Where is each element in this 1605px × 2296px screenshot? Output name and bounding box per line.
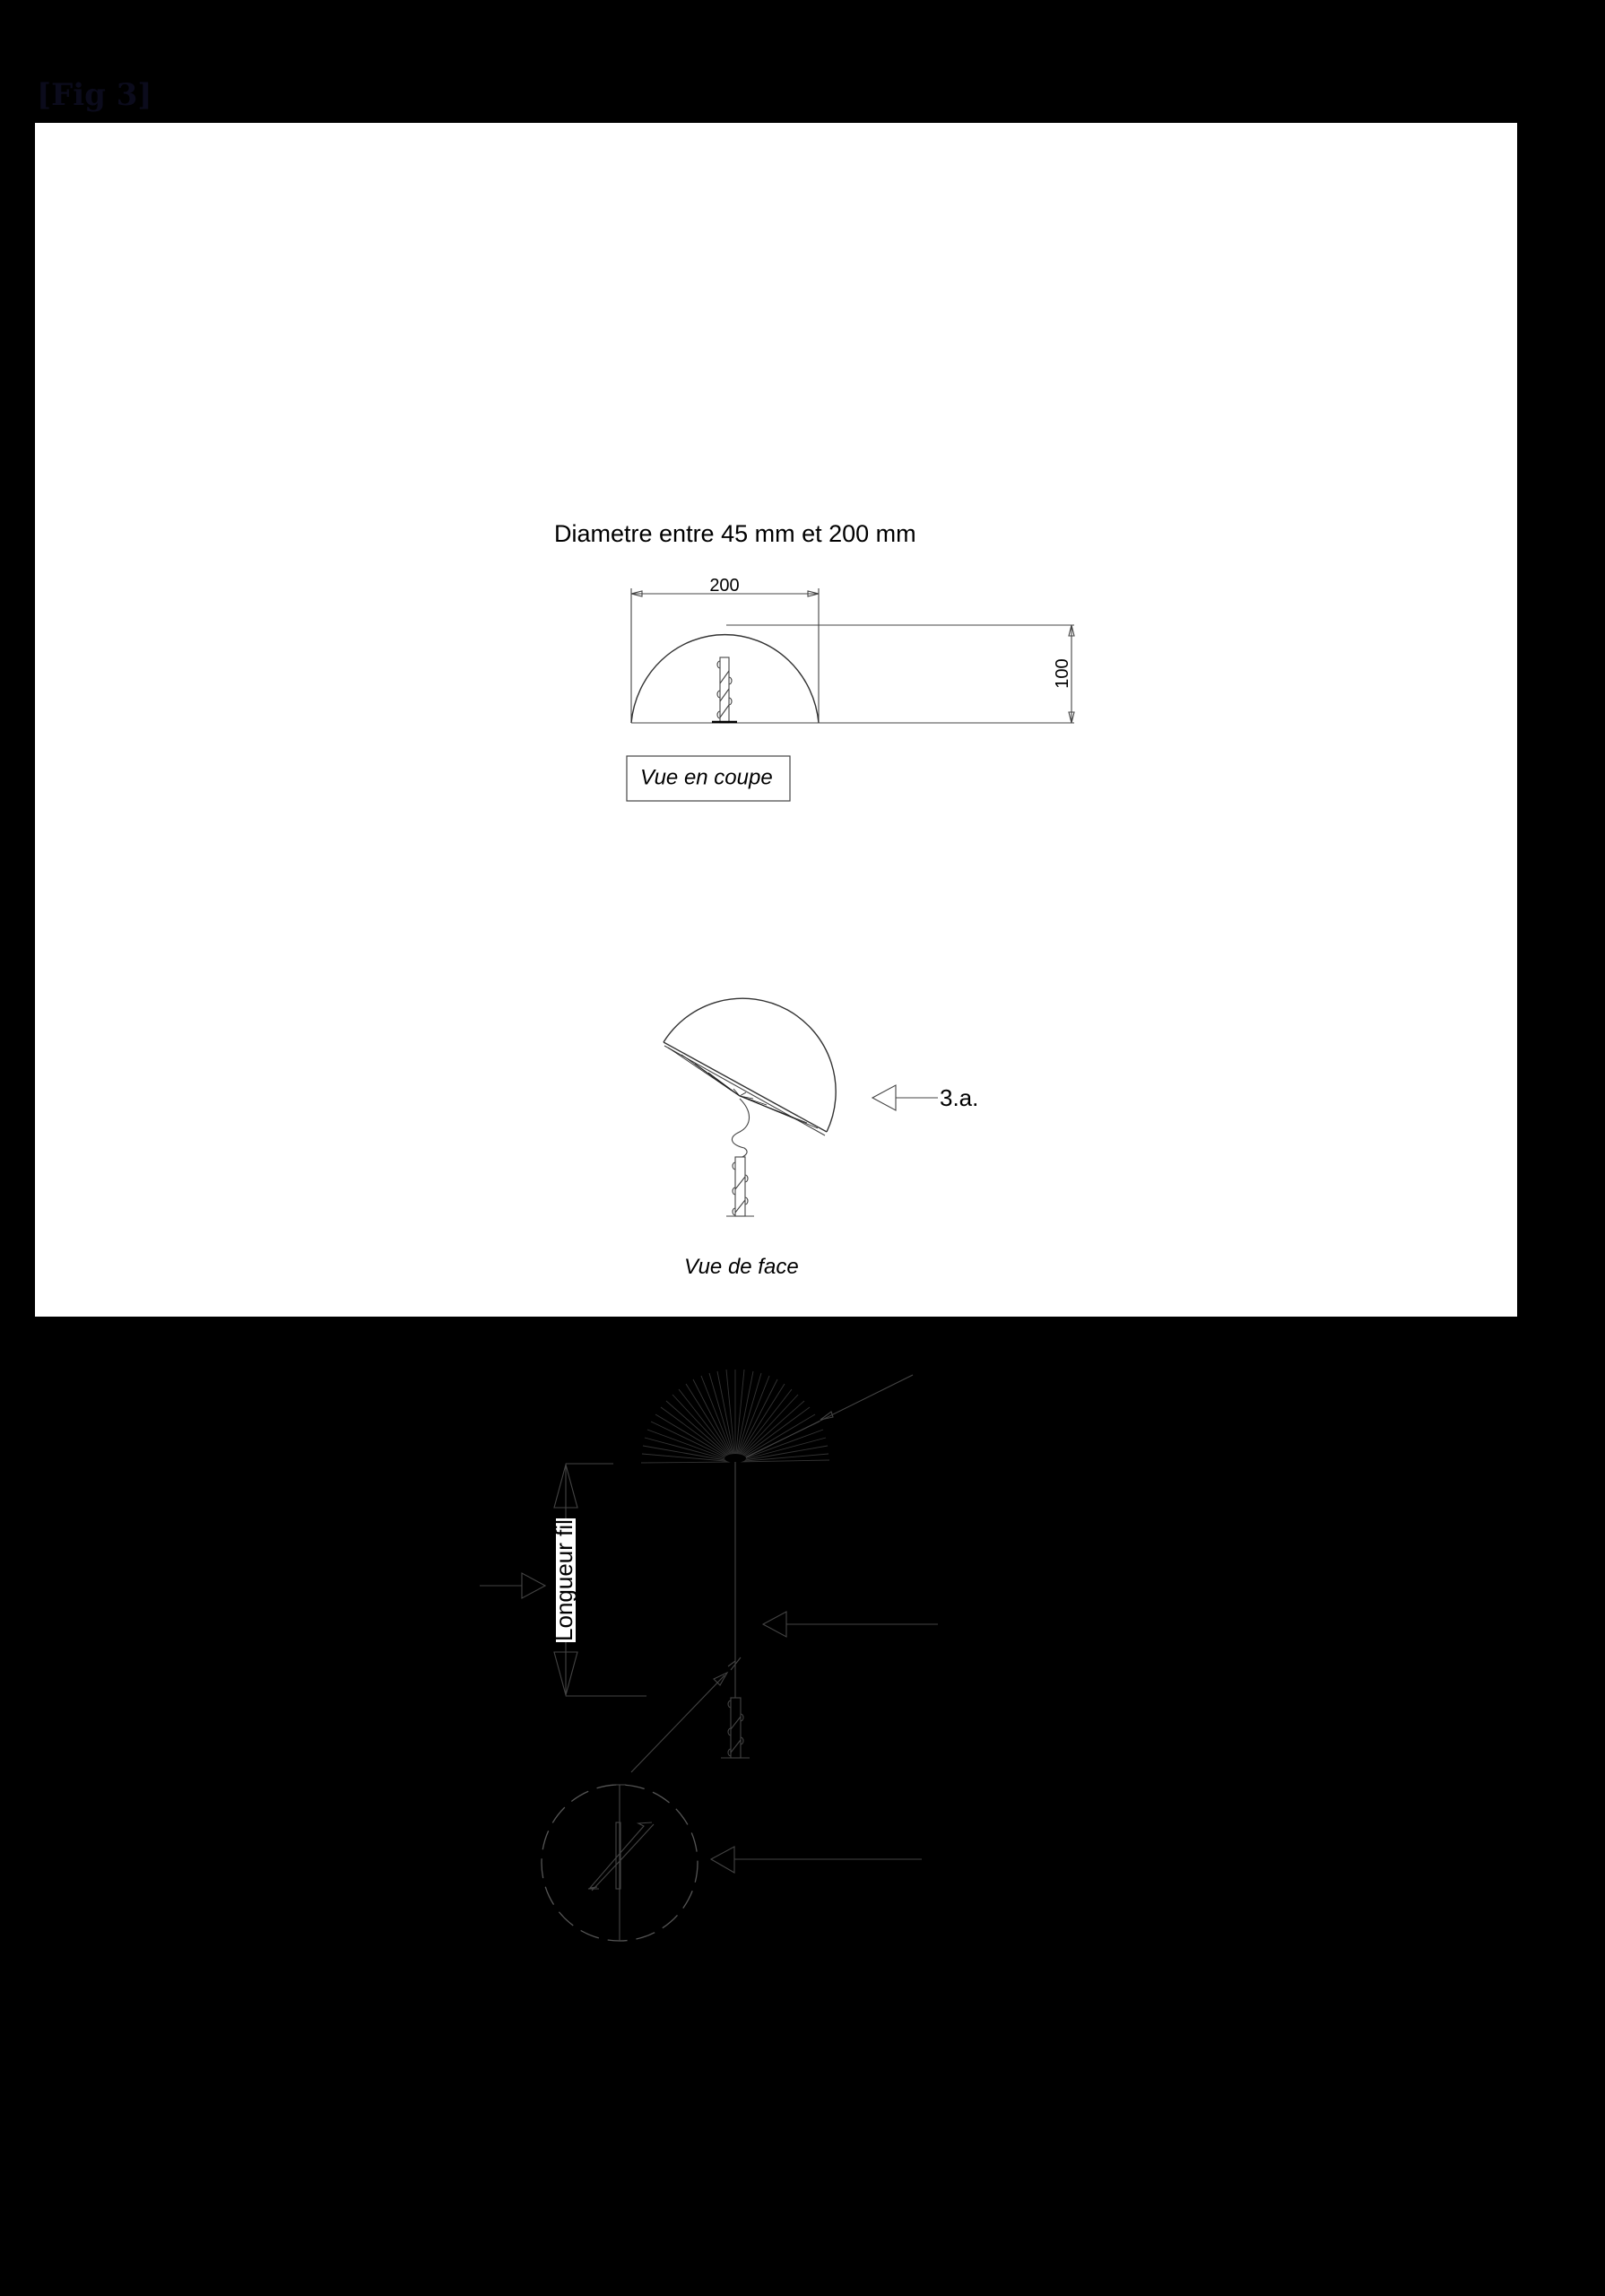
callout-4d-label: 4.d.: [941, 1848, 979, 1873]
callout-3c: [763, 1612, 979, 1639]
callout-4d: [711, 1847, 979, 1873]
face-view: [664, 998, 978, 1279]
callout-3a: [872, 1084, 978, 1111]
assembly-detail: [421, 1361, 979, 1941]
pappus-radius-label: R Pappus: [825, 1360, 905, 1414]
callout-3a-label: 3.a.: [940, 1084, 979, 1111]
arrow-left-icon: [711, 1847, 734, 1873]
callout-3b-label: 3.b: [421, 1571, 454, 1598]
knot-icon: [728, 1657, 741, 1670]
pappus-fan: [641, 1370, 829, 1463]
height-dimension-label: 100: [1053, 658, 1072, 689]
pappus-center: [724, 1454, 746, 1463]
arrow-left-icon: [872, 1085, 896, 1110]
arrow-right-icon: [522, 1573, 545, 1598]
stake-icon: [712, 657, 737, 723]
width-dimension-label: 200: [709, 576, 740, 596]
figure-tag: [Fig 3]: [37, 77, 152, 113]
detail-circle: [542, 1785, 698, 1941]
cross-section-view: [554, 520, 1074, 801]
callout-3c-label: 3.c.: [941, 1612, 979, 1639]
fiber-bundle: [668, 1048, 818, 1128]
cross-section-label: Vue en coupe: [640, 765, 773, 790]
stake-icon: [721, 1698, 750, 1758]
diameter-range-title: Diametre entre 45 mm et 200 mm: [554, 520, 916, 547]
arrow-left-icon: [763, 1612, 786, 1637]
figure-caption: Figure 3: [641, 2135, 833, 2194]
thread-length-label: Longueur fil: [550, 1519, 577, 1641]
stake-icon: [726, 1157, 754, 1216]
callout-3b: [421, 1571, 545, 1598]
face-view-label: Vue de face: [684, 1255, 799, 1279]
